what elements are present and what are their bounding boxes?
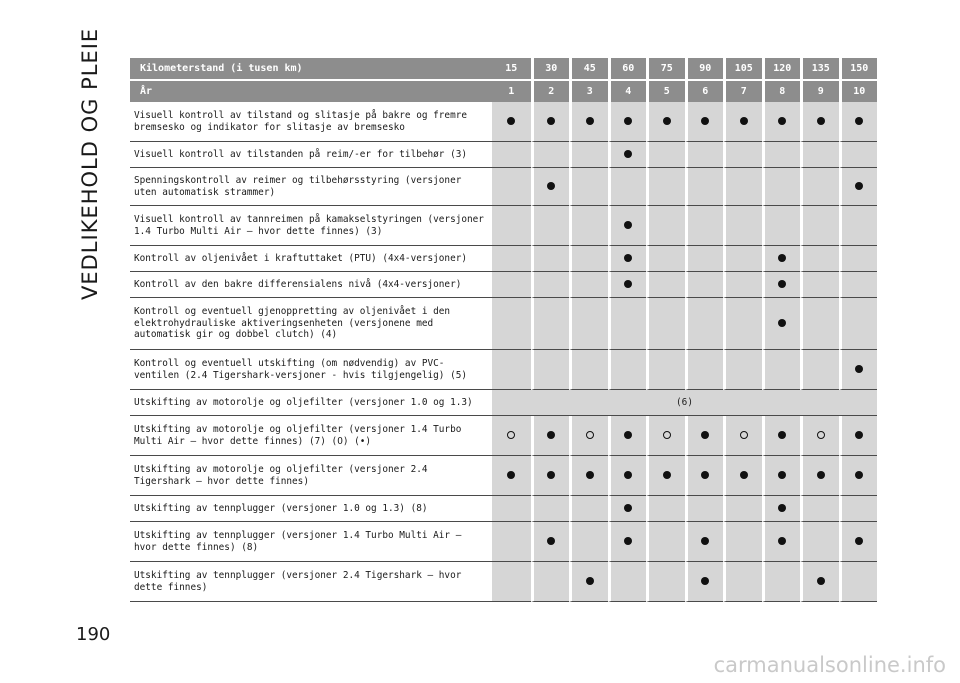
interval-cell: [723, 168, 762, 206]
interval-cell: [492, 562, 531, 602]
filled-dot-icon: [547, 182, 555, 190]
interval-cell: [762, 206, 801, 246]
interval-cell: [492, 142, 531, 168]
filled-dot-icon: [778, 254, 786, 262]
schedule-row: [130, 562, 877, 602]
interval-cell: [569, 246, 608, 272]
filled-dot-icon: [701, 431, 709, 439]
interval-cell: [800, 496, 839, 522]
filled-dot-icon: [778, 471, 786, 479]
year-interval-header: 6: [685, 81, 724, 102]
interval-cell: [800, 522, 839, 562]
filled-dot-icon: [855, 117, 863, 125]
interval-cell: [531, 522, 570, 562]
interval-cell: [762, 142, 801, 168]
schedule-row: [130, 456, 877, 496]
interval-cell: [685, 206, 724, 246]
filled-dot-icon: [778, 117, 786, 125]
interval-cell: [762, 522, 801, 562]
filled-dot-icon: [817, 471, 825, 479]
interval-cell: [569, 298, 608, 350]
interval-cell: [608, 272, 647, 298]
interval-cell: [762, 168, 801, 206]
interval-cell: [492, 206, 531, 246]
interval-cell: [492, 416, 531, 456]
interval-cell: [492, 168, 531, 206]
interval-cell: [492, 102, 531, 142]
interval-cell: [839, 142, 878, 168]
interval-cell: [646, 350, 685, 390]
filled-dot-icon: [663, 471, 671, 479]
interval-cell: [608, 562, 647, 602]
schedule-row: [130, 390, 877, 416]
interval-cell: [685, 562, 724, 602]
open-circle-icon: [507, 431, 515, 439]
interval-cell: [839, 102, 878, 142]
interval-cell: [646, 416, 685, 456]
km-interval-header: 105: [723, 58, 762, 81]
filled-dot-icon: [586, 117, 594, 125]
interval-cell: [531, 350, 570, 390]
interval-cell: [531, 496, 570, 522]
filled-dot-icon: [663, 117, 671, 125]
filled-dot-icon: [547, 117, 555, 125]
open-circle-icon: [586, 431, 594, 439]
filled-dot-icon: [586, 471, 594, 479]
km-interval-header: 60: [608, 58, 647, 81]
filled-dot-icon: [740, 471, 748, 479]
interval-cell: [800, 456, 839, 496]
open-circle-icon: [740, 431, 748, 439]
km-interval-header: 120: [762, 58, 801, 81]
km-interval-header: 15: [492, 58, 531, 81]
schedule-row: [130, 350, 877, 390]
interval-cell: [762, 350, 801, 390]
interval-cell: [762, 298, 801, 350]
interval-cell: [723, 496, 762, 522]
operation-description: Utskifting av motorolje og oljefilter (versjoner 1.0 og 1.3): [130, 390, 492, 416]
km-header-label: Kilometerstand (i tusen km): [130, 58, 492, 81]
interval-cell: [839, 168, 878, 206]
interval-cell: [531, 416, 570, 456]
interval-cell: [685, 522, 724, 562]
interval-cell: [839, 246, 878, 272]
interval-cell: [800, 350, 839, 390]
interval-cell: [723, 350, 762, 390]
filled-dot-icon: [778, 280, 786, 288]
interval-cell: [723, 562, 762, 602]
year-interval-header: 9: [800, 81, 839, 102]
interval-cell: [723, 206, 762, 246]
interval-cell: [839, 206, 878, 246]
schedule-note: (6): [492, 390, 877, 416]
interval-cell: [608, 350, 647, 390]
year-interval-header: 8: [762, 81, 801, 102]
interval-cell: [762, 562, 801, 602]
interval-cell: [762, 272, 801, 298]
interval-cell: [569, 168, 608, 206]
schedule-row: [130, 496, 877, 522]
filled-dot-icon: [624, 150, 632, 158]
header-row-km: [130, 58, 877, 81]
interval-cell: [723, 298, 762, 350]
interval-cell: [569, 456, 608, 496]
interval-cell: [685, 142, 724, 168]
filled-dot-icon: [701, 577, 709, 585]
filled-dot-icon: [855, 471, 863, 479]
interval-cell: [800, 168, 839, 206]
km-interval-header: 30: [531, 58, 570, 81]
watermark: carmanualsonline.info: [713, 653, 946, 677]
filled-dot-icon: [855, 431, 863, 439]
interval-cell: [608, 102, 647, 142]
interval-cell: [723, 456, 762, 496]
year-interval-header: 1: [492, 81, 531, 102]
interval-cell: [531, 562, 570, 602]
km-interval-header: 150: [839, 58, 878, 81]
interval-cell: [569, 206, 608, 246]
km-interval-header: 90: [685, 58, 724, 81]
interval-cell: [608, 246, 647, 272]
interval-cell: [685, 416, 724, 456]
interval-cell: [723, 142, 762, 168]
operation-description: Utskifting av tennplugger (versjoner 1.0 og 1.3) (8): [130, 496, 492, 522]
filled-dot-icon: [624, 471, 632, 479]
interval-cell: [531, 272, 570, 298]
interval-cell: [762, 456, 801, 496]
year-interval-header: 7: [723, 81, 762, 102]
interval-cell: [839, 496, 878, 522]
interval-cell: [608, 522, 647, 562]
filled-dot-icon: [701, 117, 709, 125]
interval-cell: [531, 298, 570, 350]
year-interval-header: 2: [531, 81, 570, 102]
interval-cell: [800, 272, 839, 298]
year-interval-header: 4: [608, 81, 647, 102]
interval-cell: [569, 522, 608, 562]
interval-cell: [569, 272, 608, 298]
filled-dot-icon: [624, 280, 632, 288]
interval-cell: [800, 142, 839, 168]
interval-cell: [800, 246, 839, 272]
filled-dot-icon: [740, 117, 748, 125]
schedule-row: [130, 102, 877, 142]
interval-cell: [492, 246, 531, 272]
schedule-row: [130, 522, 877, 562]
interval-cell: [839, 562, 878, 602]
interval-cell: [569, 496, 608, 522]
schedule-row: [130, 206, 877, 246]
schedule-row: [130, 298, 877, 350]
interval-cell: [800, 416, 839, 456]
filled-dot-icon: [624, 504, 632, 512]
filled-dot-icon: [778, 537, 786, 545]
km-interval-header: 45: [569, 58, 608, 81]
interval-cell: [531, 142, 570, 168]
filled-dot-icon: [547, 471, 555, 479]
year-interval-header: 5: [646, 81, 685, 102]
interval-cell: [685, 350, 724, 390]
operation-description: Spenningskontroll av reimer og tilbehørsstyring (versjoner uten automatisk strammer): [130, 168, 492, 206]
interval-cell: [569, 350, 608, 390]
interval-cell: [646, 496, 685, 522]
interval-cell: [646, 298, 685, 350]
filled-dot-icon: [701, 537, 709, 545]
interval-cell: [762, 496, 801, 522]
km-interval-header: 75: [646, 58, 685, 81]
interval-cell: [723, 416, 762, 456]
interval-cell: [723, 102, 762, 142]
operation-description: Visuell kontroll av tannreimen på kamakselstyringen (versjoner 1.4 Turbo Multi Air – hvor dette finnes) (3): [130, 206, 492, 246]
interval-cell: [839, 456, 878, 496]
interval-cell: [685, 102, 724, 142]
interval-cell: [685, 496, 724, 522]
interval-cell: [839, 522, 878, 562]
interval-cell: [685, 272, 724, 298]
interval-cell: [492, 350, 531, 390]
interval-cell: [531, 102, 570, 142]
interval-cell: [608, 456, 647, 496]
schedule-row: [130, 142, 877, 168]
filled-dot-icon: [701, 471, 709, 479]
interval-cell: [839, 350, 878, 390]
filled-dot-icon: [547, 431, 555, 439]
operation-description: Kontroll og eventuell gjenoppretting av oljenivået i den elektrohydrauliske aktiveringsenheten (versjonene med automatisk gir og dobbel clutch) (4): [130, 298, 492, 350]
operation-description: Utskifting av tennplugger (versjoner 2.4 Tigershark – hvor dette finnes): [130, 562, 492, 602]
operation-description: Utskifting av motorolje og oljefilter (versjoner 2.4 Tigershark – hvor dette finnes): [130, 456, 492, 496]
filled-dot-icon: [586, 577, 594, 585]
interval-cell: [800, 298, 839, 350]
interval-cell: [839, 298, 878, 350]
interval-cell: [723, 522, 762, 562]
filled-dot-icon: [817, 577, 825, 585]
interval-cell: [800, 562, 839, 602]
interval-cell: [646, 246, 685, 272]
filled-dot-icon: [507, 471, 515, 479]
interval-cell: [531, 246, 570, 272]
filled-dot-icon: [778, 319, 786, 327]
section-title: VEDLIKEHOLD OG PLEIE: [78, 27, 102, 300]
open-circle-icon: [663, 431, 671, 439]
operation-description: Utskifting av tennplugger (versjoner 1.4 Turbo Multi Air – hvor dette finnes) (8): [130, 522, 492, 562]
interval-cell: [492, 456, 531, 496]
filled-dot-icon: [547, 537, 555, 545]
km-interval-header: 135: [800, 58, 839, 81]
open-circle-icon: [817, 431, 825, 439]
operation-description: Kontroll og eventuell utskifting (om nødvendig) av PVC-ventilen (2.4 Tigershark-versjoner - hvis tilgjengelig) (5): [130, 350, 492, 390]
filled-dot-icon: [507, 117, 515, 125]
interval-cell: [762, 102, 801, 142]
interval-cell: [685, 168, 724, 206]
interval-cell: [492, 272, 531, 298]
interval-cell: [531, 206, 570, 246]
filled-dot-icon: [624, 117, 632, 125]
interval-cell: [608, 416, 647, 456]
interval-cell: [569, 102, 608, 142]
interval-cell: [646, 522, 685, 562]
filled-dot-icon: [624, 431, 632, 439]
interval-cell: [646, 456, 685, 496]
operation-description: Visuell kontroll av tilstanden på reim/-er for tilbehør (3): [130, 142, 492, 168]
filled-dot-icon: [624, 537, 632, 545]
filled-dot-icon: [624, 254, 632, 262]
interval-cell: [800, 102, 839, 142]
interval-cell: [569, 142, 608, 168]
interval-cell: [646, 562, 685, 602]
filled-dot-icon: [855, 365, 863, 373]
header-row-year: [130, 81, 877, 102]
year-interval-header: 10: [839, 81, 878, 102]
operation-description: Kontroll av den bakre differensialens nivå (4x4-versjoner): [130, 272, 492, 298]
interval-cell: [608, 168, 647, 206]
filled-dot-icon: [778, 504, 786, 512]
interval-cell: [569, 562, 608, 602]
interval-cell: [569, 416, 608, 456]
interval-cell: [608, 142, 647, 168]
operation-description: Visuell kontroll av tilstand og slitasje på bakre og fremre bremsesko og indikator for slitasje av bremsesko: [130, 102, 492, 142]
schedule-row: [130, 246, 877, 272]
filled-dot-icon: [624, 221, 632, 229]
interval-cell: [839, 416, 878, 456]
interval-cell: [800, 206, 839, 246]
interval-cell: [646, 102, 685, 142]
interval-cell: [492, 522, 531, 562]
interval-cell: [646, 206, 685, 246]
interval-cell: [608, 298, 647, 350]
maintenance-schedule-table: [130, 58, 877, 602]
operation-description: Kontroll av oljenivået i kraftuttaket (PTU) (4x4-versjoner): [130, 246, 492, 272]
interval-cell: [646, 168, 685, 206]
operation-description: Utskifting av motorolje og oljefilter (versjoner 1.4 Turbo Multi Air – hvor dette finnes) (7) (O) (•): [130, 416, 492, 456]
interval-cell: [531, 456, 570, 496]
interval-cell: [685, 298, 724, 350]
interval-cell: [762, 246, 801, 272]
schedule-row: [130, 272, 877, 298]
filled-dot-icon: [855, 182, 863, 190]
schedule-row: [130, 168, 877, 206]
year-header-label: År: [130, 81, 492, 102]
interval-cell: [608, 496, 647, 522]
filled-dot-icon: [778, 431, 786, 439]
year-interval-header: 3: [569, 81, 608, 102]
page-number: 190: [76, 624, 111, 645]
interval-cell: [685, 246, 724, 272]
interval-cell: [685, 456, 724, 496]
interval-cell: [492, 496, 531, 522]
schedule-row: [130, 416, 877, 456]
interval-cell: [723, 272, 762, 298]
interval-cell: [531, 168, 570, 206]
interval-cell: [646, 142, 685, 168]
interval-cell: [646, 272, 685, 298]
interval-cell: [608, 206, 647, 246]
interval-cell: [762, 416, 801, 456]
interval-cell: [723, 246, 762, 272]
filled-dot-icon: [855, 537, 863, 545]
filled-dot-icon: [817, 117, 825, 125]
interval-cell: [492, 298, 531, 350]
interval-cell: [839, 272, 878, 298]
